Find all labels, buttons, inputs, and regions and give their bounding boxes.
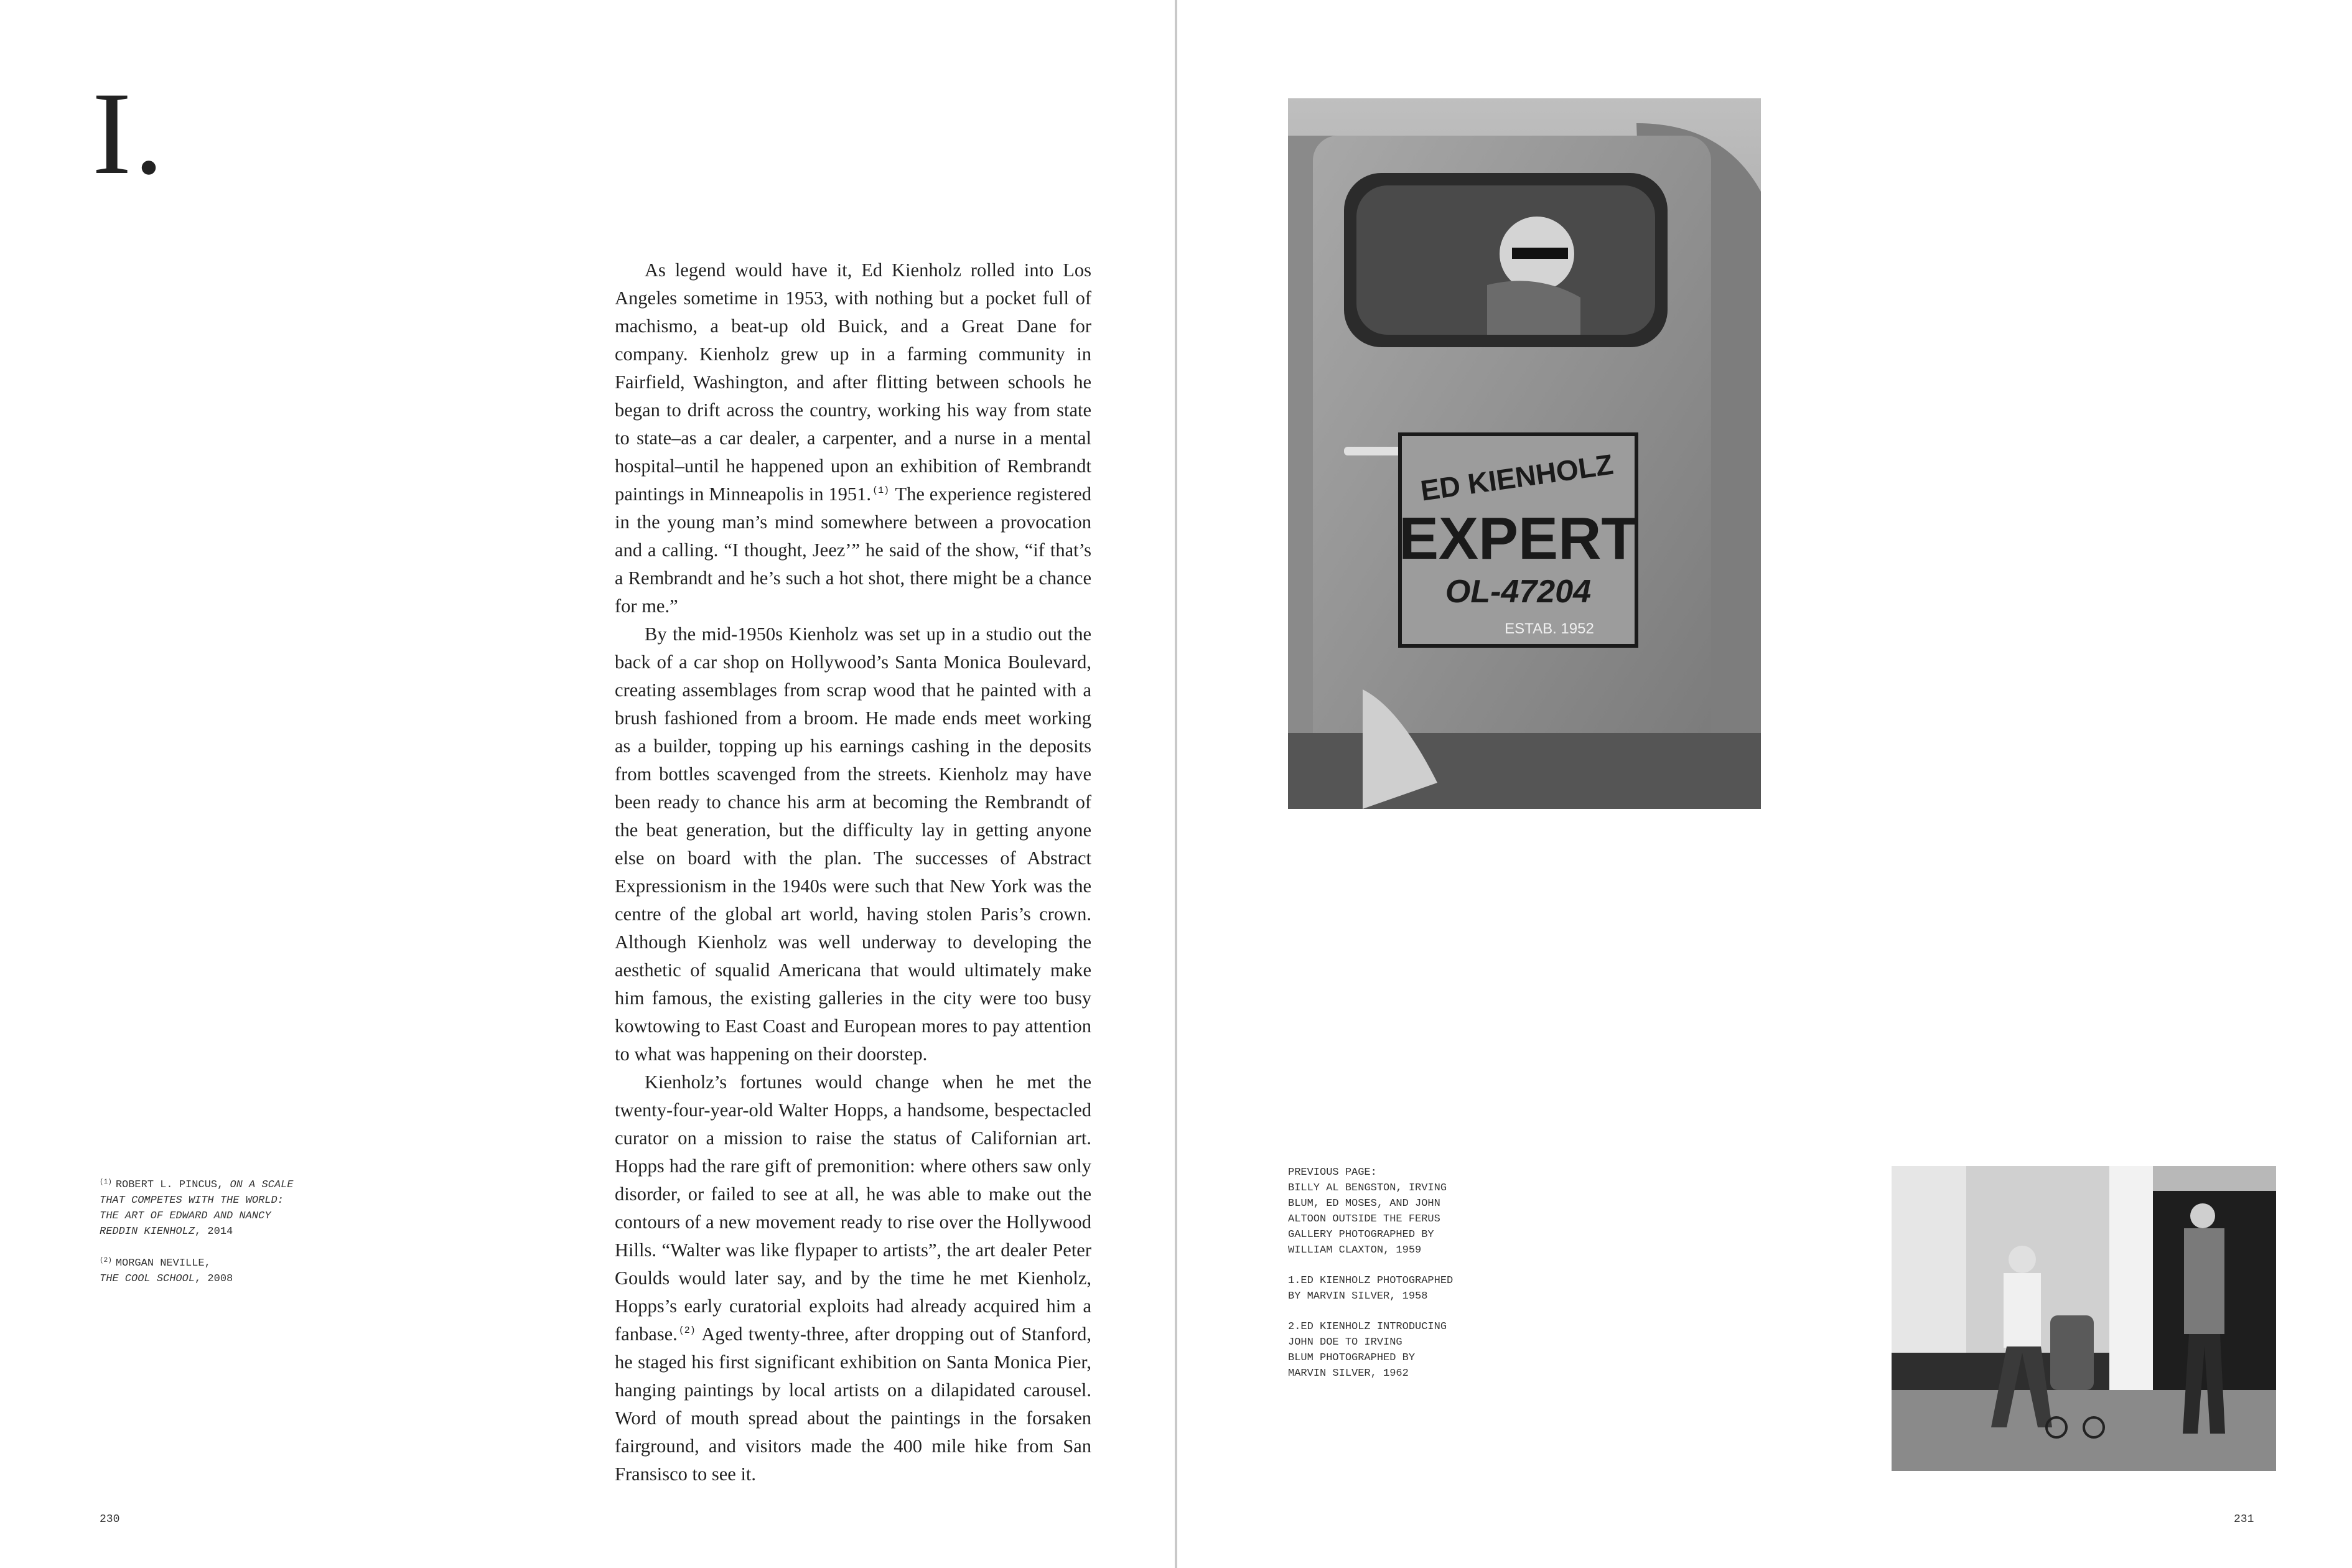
sign-line-expert: EXPERT (1398, 505, 1638, 572)
shop-window-left (1892, 1166, 1966, 1378)
driver-sunglasses (1512, 248, 1568, 259)
caption-previous-page: PREVIOUS PAGE: BILLY AL BENGSTON, IRVING BLUM, ED MOSES, AND JOHN ALTOON OUTSIDE THE FERUS GALLERY PHOTOGRAPHED BY WILLIAM CLAXTON, 1959 (1288, 1167, 1447, 1256)
paragraph-1 (615, 256, 1091, 620)
right-page (1176, 0, 2352, 1568)
footnote-1 (100, 1175, 299, 1239)
photo-kienholz-truck-door (1288, 98, 1761, 809)
footnote-2 (100, 1253, 299, 1287)
paragraph-3 (615, 1068, 1091, 1488)
footnote-ref-1: (1) (872, 485, 890, 496)
paragraph-1-part-a: As legend would have it, Ed Kienholz rolled into Los Angeles sometime in 1953, with nothing but a pocket full of machismo, a beat-up old Buick, and a Great Dane for company. Kienholz grew up in a farming community in Fairfield, Washington, and after flitting between schools he began to drift across the country, working his way from state to state–as a car dealer, a carpenter, and a nurse in a mental hospital–until he happened upon an exhibition of Rembrandt paintings in Minneapolis in 1951. (615, 259, 1091, 505)
photo-kienholz-storefront (1892, 1166, 2276, 1471)
sign-line-phone: OL-47204 (1445, 574, 1592, 610)
footnote-2-year: , 2008 (195, 1273, 233, 1285)
sign-line-name: ED KIENHOLZ (1418, 447, 1615, 507)
footnote-1-author: ROBERT L. PINCUS, (115, 1179, 230, 1191)
paragraph-2: By the mid-1950s Kienholz was set up in a studio out the back of a car shop on Hollywood’s Santa Monica Boulevard, creating assemblages from scrap wood that he painted with a brush fashioned from a broom. He made ends meet working as a builder, topping up his earnings cashing in the deposits from bottles scavenged from the streets. Kienholz may have been ready to chance his arm at becoming the Rembrandt of the beat generation, but the difficulty lay in getting anyone else on board with the plan. The successes of Abstract Expressionism in the 1940s were such that New York was the centre of the global art world, having stolen Paris’s crown. Although Kienholz was well underway to developing the aesthetic of squalid Americana that would ultimately make him famous, the existing galleries in the city were too busy kowtowing to East Coast and European mores to pay attention to what was happening on their doorstep. (615, 623, 1091, 1065)
footnote-1-title: ON A SCALE THAT COMPETES WITH THE WORLD: THE ART OF EDWARD AND NANCY REDDIN KIENHOLZ (100, 1179, 294, 1238)
photo-kienholz-storefront-svg (1892, 1166, 2276, 1471)
page-number-left: 230 (100, 1513, 120, 1526)
man-left-head (2009, 1246, 2036, 1273)
sign-line-established: ESTAB. 1952 (1505, 620, 1594, 637)
paragraph-1-part-b: The experience registered in the young man’s mind somewhere between a provocation and a calling. “I thought, Jeez’” he said of the show, “if that’s a Rembrandt and he’s such a hot shot, there might be a chance for me.” (615, 483, 1092, 617)
footnote-ref-2: (2) (678, 1325, 696, 1336)
paragraph-3-part-a: Kienholz’s fortunes would change when he met the twenty-four-year-old Walter Hopps, a handsome, bespectacled curator on a mission to raise the status of Californian art. Hopps had the rare gift of premonition: where others saw only disorder, or failed to see at all, he was able to make out the contours of a new movement ready to rise over the Hollywood Hills. “Walter was like flypaper to artists”, the art dealer Peter Goulds would later say, and by the time he met Kienholz, Hopps’s early curatorial exploits had already acquired him a fanbase. (615, 1071, 1091, 1345)
footnote-2-number: (2) (100, 1257, 112, 1264)
caption-photo-1: 1.ED KIENHOLZ PHOTOGRAPHED BY MARVIN SILVER, 1958 (1288, 1275, 1454, 1302)
caption-photo-2: 2.ED KIENHOLZ INTRODUCING JOHN DOE TO IRVING BLUM PHOTOGRAPHED BY MARVIN SILVER, 1962 (1288, 1321, 1447, 1379)
page-number-right: 231 (2234, 1513, 2254, 1526)
man-left-shirt (2004, 1273, 2041, 1348)
footnote-1-year: , 2014 (195, 1226, 233, 1238)
body-text (615, 256, 1091, 1488)
footnote-2-title: THE COOL SCHOOL (100, 1273, 195, 1285)
man-right-jacket (2184, 1228, 2224, 1334)
man-right-head (2190, 1203, 2215, 1228)
photo-kienholz-truck-door-svg (1288, 98, 1761, 809)
chapter-numeral: I. (92, 68, 166, 199)
footnote-1-number: (1) (100, 1178, 112, 1186)
photo-captions (1288, 1165, 1512, 1396)
stroller-figure (2050, 1315, 2094, 1390)
paragraph-3-part-b: Aged twenty-three, after dropping out of Stanford, he staged his first significant exhibition on Santa Monica Pier, hanging paintings by local artists on a dilapidated carousel. Word of mouth spread about the paintings in the forsaken fairground, and visitors made the 400 mile hike from San Fransisco to see it. (615, 1323, 1091, 1485)
footnote-2-author: MORGAN NEVILLE, (115, 1258, 211, 1269)
footnotes (100, 1175, 299, 1300)
running-board (1288, 733, 1761, 809)
